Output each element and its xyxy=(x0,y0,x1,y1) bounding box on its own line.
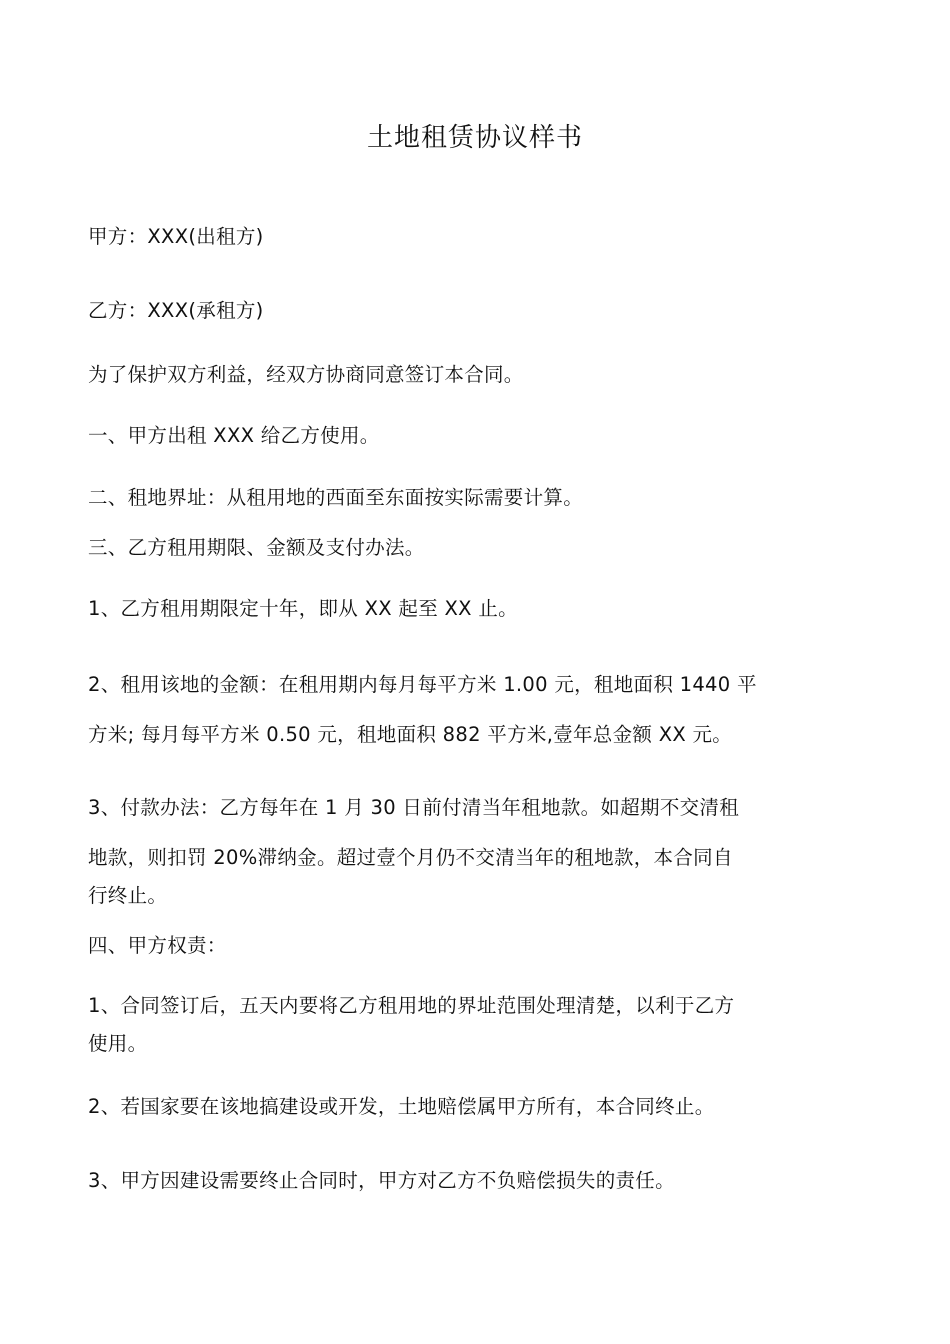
clause-4-item-1-line-2: 使用。 xyxy=(88,1032,148,1055)
clause-4-heading: 四、甲方权责： xyxy=(88,934,227,957)
document-title: 土地租赁协议样书 xyxy=(366,123,583,153)
clause-3-item-3 xyxy=(88,795,864,909)
clause-2: 二、租地界址：从租用地的西面至东面按实际需要计算。 xyxy=(88,486,584,509)
clause-3-heading: 三、乙方租用期限、金额及支付办法。 xyxy=(88,536,425,559)
clause-3-item-3-line-3: 行终止。 xyxy=(88,884,168,907)
clause-4-item-1 xyxy=(88,993,864,1057)
clause-4-item-2: 2、若国家要在该地搞建设或开发，土地赔偿属甲方所有，本合同终止。 xyxy=(88,1095,715,1118)
clause-3-item-2 xyxy=(88,672,864,748)
clause-3-item-1: 1、乙方租用期限定十年，即从 XX 起至 XX 止。 xyxy=(88,597,518,620)
intro-paragraph: 为了保护双方利益，经双方协商同意签订本合同。 xyxy=(88,363,524,386)
clause-3-item-2-line-2: 方米; 每月每平方米 0.50 元，租地面积 882 平方米,壹年总金额 XX 元。 xyxy=(88,723,733,746)
clause-3-item-3-line-2: 地款，则扣罚 20%滞纳金。超过壹个月仍不交清当年的租地款，本合同自 xyxy=(88,846,733,869)
clause-1: 一、甲方出租 XXX 给乙方使用。 xyxy=(88,424,380,447)
clause-3-item-2-line-1: 2、租用该地的金额：在租用期内每月每平方米 1.00 元，租地面积 1440 平 xyxy=(88,673,757,696)
party-b-line: 乙方：XXX(承租方) xyxy=(88,299,264,322)
clause-3-item-3-line-1: 3、付款办法：乙方每年在 1 月 30 日前付清当年租地款。如超期不交清租 xyxy=(88,796,740,819)
clause-4-item-3: 3、甲方因建设需要终止合同时，甲方对乙方不负赔偿损失的责任。 xyxy=(88,1169,675,1192)
party-a-line: 甲方：XXX(出租方) xyxy=(88,225,264,248)
clause-4-item-1-line-1: 1、合同签订后，五天内要将乙方租用地的界址范围处理清楚，以利于乙方 xyxy=(88,994,735,1017)
